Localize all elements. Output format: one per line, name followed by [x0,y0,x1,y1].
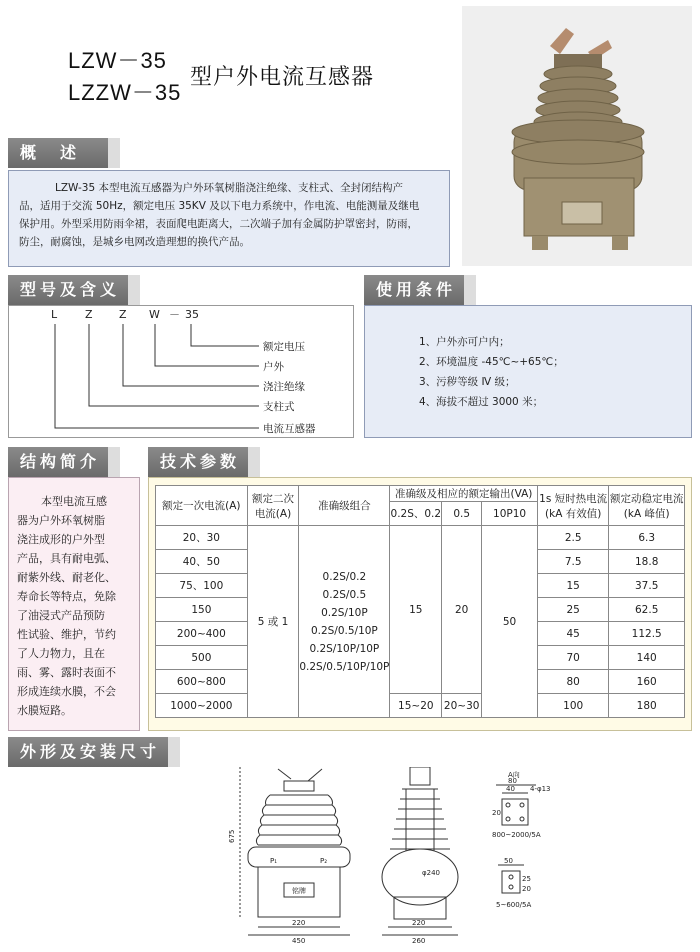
thermal-6: 70 [537,646,608,670]
detail-20: 20 [492,809,501,817]
primary-4: 150 [156,598,248,622]
combo-6: 0.2S/0.5/10P/10P [299,660,390,673]
structure-line-6: 寿命长等特点，免除 [17,590,116,603]
detail-40: 40 [506,785,515,793]
tech-table [155,485,685,718]
meaning-pillar: 支柱式 [263,401,295,413]
dim-height: 675 [228,829,236,843]
model-name-2: LZZW－35 [68,80,182,105]
overview-heading: 概 述 [8,138,108,168]
th-output: 准确级及相应的额定输出(VA) [390,486,538,502]
th-sub-10p: 10P10 [482,502,538,526]
dynamic-2: 18.8 [609,550,685,574]
structure-line-12: 水膜短路。 [17,704,72,717]
output-10p: 50 [482,526,538,718]
dim-side-w1: 220 [412,919,426,927]
primary-5: 200~400 [156,622,248,646]
thermal-4: 25 [537,598,608,622]
tech-box [148,477,692,731]
meaning-cast: 浇注绝缘 [263,381,305,393]
condition-1: 1、户外亦可户内； [419,336,510,348]
model-letter-z1: Z [85,308,93,321]
detail-80: 80 [508,777,517,785]
th-secondary: 额定二次电流(A) [247,486,299,526]
dim-front-w1: 220 [292,919,306,927]
dynamic-3: 37.5 [609,574,685,598]
th-sub-02: 0.2S、0.2 [390,502,442,526]
primary-1: 20、30 [156,526,248,550]
dynamic-6: 140 [609,646,685,670]
structure-line-4: 产品，具有耐电弧、 [17,552,116,565]
model-letter-z2: Z [119,308,127,321]
dynamic-7: 160 [609,670,685,694]
overview-line-4: 防尘，耐腐蚀，是城乡电网改造理想的换代产品。 [19,236,250,248]
combo-cell [299,526,390,718]
structure-line-9: 了人力物力，且在 [17,647,105,660]
thermal-1: 2.5 [537,526,608,550]
detail-title: A向 [508,771,520,779]
detail-hole: 4-φ13 [530,785,551,793]
meaning-outdoor: 户外 [263,361,284,373]
model-letter-dash: － [169,308,180,321]
dynamic-5: 112.5 [609,622,685,646]
structure-line-11: 形成连续水膜，不会 [17,685,116,698]
dynamic-4: 62.5 [609,598,685,622]
overview-box [8,170,450,267]
primary-3: 75、100 [156,574,248,598]
th-thermal: 1s 短时热电流(kA 有效值) [537,486,608,526]
primary-2: 40、50 [156,550,248,574]
structure-line-7: 了油浸式产品预防 [17,609,105,622]
model-meaning-box [8,305,354,438]
detail-caption-2: 5~600/5A [496,901,532,909]
conditions-box [364,305,692,438]
structure-line-10: 雨、雾、露时表面不 [17,666,116,679]
thermal-7: 80 [537,670,608,694]
th-sub-05: 0.5 [442,502,482,526]
model-letter-35: 35 [185,308,199,321]
dynamic-8: 180 [609,694,685,718]
output-02: 15 [390,526,442,694]
structure-line-2: 器为户外环氧树脂 [17,514,105,527]
meaning-ct: 电流互感器 [263,423,316,435]
page-title: 型户外电流互感器 [190,65,375,90]
conditions-heading: 使用条件 [364,275,464,305]
th-combo: 准确级组合 [299,486,390,526]
meaning-voltage: 额定电压 [263,341,305,353]
model-meaning-heading: 型号及含义 [8,275,128,305]
output-05-last: 20~30 [442,694,482,718]
combo-4: 0.2S/0.5/10P [310,624,378,637]
structure-line-1: 本型电流互感 [41,495,107,508]
structure-line-3: 浇注成形的户外型 [17,533,105,546]
combo-1: 0.2S/0.2 [322,570,367,583]
combo-2: 0.2S/0.5 [322,588,367,601]
structure-line-8: 性试验、维护，节约 [17,628,116,641]
combo-3: 0.2S/10P [321,606,368,619]
model-letter-w: W [149,308,160,321]
detail-50: 50 [504,857,513,865]
thermal-5: 45 [537,622,608,646]
primary-7: 600~800 [156,670,248,694]
tech-heading: 技术参数 [148,447,248,477]
thermal-8: 100 [537,694,608,718]
product-photo [462,6,692,266]
model-name-1: LZW－35 [68,48,167,73]
structure-line-5: 耐紫外线、耐老化、 [17,571,116,584]
th-primary: 额定一次电流(A) [156,486,248,526]
th-dynamic: 额定动稳定电流(kA 峰值) [609,486,685,526]
primary-6: 500 [156,646,248,670]
thermal-3: 15 [537,574,608,598]
secondary-value: 5 或 1 [247,526,299,718]
dimensions-heading: 外形及安装尺寸 [8,737,168,767]
dim-plate: 铭牌 [292,887,306,895]
dim-front-w2: 450 [292,937,306,945]
output-02-last: 15~20 [390,694,442,718]
condition-2: 2、环境温度 -45℃~+65℃； [419,356,564,368]
detail-caption-1: 800~2000/5A [492,831,541,839]
primary-8: 1000~2000 [156,694,248,718]
dimensions-drawing [8,767,692,945]
dim-side-w2: 260 [412,937,426,945]
overview-line-1: LZW-35 本型电流互感器为户外环氧树脂浇注绝缘、支柱式、全封闭结构产 [55,182,403,194]
structure-box [8,477,140,731]
detail-20b: 20 [522,885,531,893]
condition-4: 4、海拔不超过 3000 米； [419,396,544,408]
dim-dia: φ240 [422,869,440,877]
thermal-2: 7.5 [537,550,608,574]
detail-25: 25 [522,875,531,883]
dim-p2: P₂ [320,857,328,865]
structure-heading: 结构简介 [8,447,108,477]
combo-5: 0.2S/10P/10P [309,642,380,655]
overview-line-2: 品，适用于交流 50Hz，额定电压 35KV 及以下电力系统中，作电流、电能测量及继电 [19,200,420,212]
overview-line-3: 保护用。外型采用防雨伞裙，表面爬电距离大，二次端子加有金属防护罩密封，防雨， [19,218,418,230]
model-letter-l: L [51,308,58,321]
condition-3: 3、污秽等级 Ⅳ 级； [419,376,516,388]
dynamic-1: 6.3 [609,526,685,550]
dim-p1: P₁ [270,857,278,865]
output-05: 20 [442,526,482,694]
